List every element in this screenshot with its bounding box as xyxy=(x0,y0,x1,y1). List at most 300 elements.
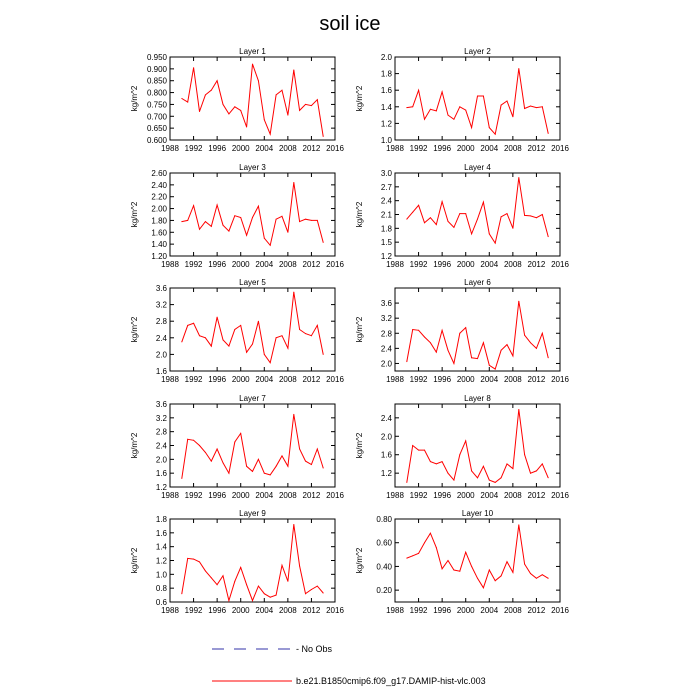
data-point xyxy=(199,335,200,336)
x-tick-label: 1988 xyxy=(161,260,179,269)
data-point xyxy=(507,344,508,345)
x-tick-label: 1992 xyxy=(184,260,203,269)
x-tick-label: 2004 xyxy=(480,606,499,615)
y-tick-label: 1.4 xyxy=(380,102,392,112)
chart-panel-10 xyxy=(355,509,569,615)
series-line xyxy=(182,292,323,363)
x-tick-label: 2008 xyxy=(278,491,297,500)
x-tick-label: 2004 xyxy=(255,375,274,384)
plot-frame xyxy=(395,404,560,487)
data-point xyxy=(205,94,206,95)
y-axis-label: kg/m^2 xyxy=(355,85,364,112)
x-tick-label: 2000 xyxy=(456,375,475,384)
y-tick-label: 1.80 xyxy=(151,216,167,226)
x-tick-label: 2000 xyxy=(456,491,475,500)
data-point xyxy=(234,581,235,582)
data-point xyxy=(299,566,300,567)
data-point xyxy=(406,482,407,483)
y-axis-label: kg/m^2 xyxy=(355,432,364,459)
y-tick-label: 2.00 xyxy=(151,204,167,214)
x-tick-label: 1996 xyxy=(208,375,227,384)
data-point xyxy=(424,542,425,543)
y-tick-label: 0.850 xyxy=(146,76,167,86)
y-tick-label: 1.8 xyxy=(380,69,392,79)
y-tick-label: 1.40 xyxy=(151,240,167,250)
x-tick-label: 2012 xyxy=(302,144,321,153)
data-point xyxy=(223,575,224,576)
data-point xyxy=(442,461,443,462)
y-axis-label: kg/m^2 xyxy=(130,316,139,343)
series-line xyxy=(407,69,548,135)
x-tick-label: 2008 xyxy=(503,260,522,269)
y-tick-label: 0.750 xyxy=(146,100,167,110)
data-point xyxy=(199,445,200,446)
y-axis-label: kg/m^2 xyxy=(130,547,139,574)
y-tick-label: 1.0 xyxy=(155,570,167,580)
data-point xyxy=(489,127,490,128)
data-point xyxy=(323,354,324,355)
data-point xyxy=(471,127,472,128)
x-tick-label: 1992 xyxy=(409,606,428,615)
data-point xyxy=(187,220,188,221)
y-tick-label: 3.6 xyxy=(155,284,167,293)
data-point xyxy=(530,215,531,216)
data-point xyxy=(293,414,294,415)
y-tick-label: 0.650 xyxy=(146,124,167,134)
data-point xyxy=(246,584,247,585)
y-tick-label: 3.6 xyxy=(155,400,167,409)
data-point xyxy=(240,325,241,326)
y-tick-label: 2.7 xyxy=(380,182,392,192)
data-point xyxy=(287,466,288,467)
data-point xyxy=(512,572,513,573)
x-tick-label: 2012 xyxy=(302,491,321,500)
y-tick-label: 3.0 xyxy=(380,169,392,178)
data-point xyxy=(430,342,431,343)
data-point xyxy=(264,354,265,355)
data-point xyxy=(193,323,194,324)
y-tick-label: 2.20 xyxy=(151,192,167,202)
y-tick-label: 0.60 xyxy=(376,538,392,548)
data-point xyxy=(448,115,449,116)
y-tick-label: 1.2 xyxy=(155,556,167,566)
data-point xyxy=(448,350,449,351)
data-point xyxy=(412,106,413,107)
data-point xyxy=(299,221,300,222)
data-point xyxy=(252,600,253,601)
data-point xyxy=(495,134,496,135)
data-point xyxy=(436,110,437,111)
plot-frame xyxy=(170,173,335,256)
x-tick-label: 1988 xyxy=(161,606,179,615)
data-point xyxy=(418,553,419,554)
data-point xyxy=(518,524,519,525)
data-point xyxy=(418,330,419,331)
x-tick-label: 1996 xyxy=(433,375,452,384)
data-point xyxy=(430,109,431,110)
y-tick-label: 1.6 xyxy=(155,528,167,538)
data-point xyxy=(228,600,229,601)
y-tick-label: 2.4 xyxy=(380,196,392,206)
data-point xyxy=(418,450,419,451)
plot-frame xyxy=(170,288,335,371)
data-point xyxy=(293,292,294,293)
x-tick-label: 2008 xyxy=(503,375,522,384)
x-tick-label: 1988 xyxy=(386,144,404,153)
data-point xyxy=(536,348,537,349)
data-point xyxy=(448,560,449,561)
data-point xyxy=(287,581,288,582)
data-point xyxy=(193,440,194,441)
data-point xyxy=(270,597,271,598)
data-point xyxy=(234,215,235,216)
data-point xyxy=(406,361,407,362)
data-point xyxy=(442,91,443,92)
data-point xyxy=(424,119,425,120)
y-tick-label: 2.4 xyxy=(380,344,392,354)
data-point xyxy=(287,115,288,116)
panel-title: Layer 2 xyxy=(464,47,491,56)
x-tick-label: 2000 xyxy=(456,260,475,269)
chart-panel-7 xyxy=(130,394,344,500)
data-point xyxy=(217,80,218,81)
panel-title: Layer 4 xyxy=(464,163,491,172)
x-tick-label: 2008 xyxy=(278,144,297,153)
data-point xyxy=(418,90,419,91)
x-tick-label: 1996 xyxy=(208,144,227,153)
data-point xyxy=(217,317,218,318)
x-tick-label: 2012 xyxy=(302,606,321,615)
x-tick-label: 1992 xyxy=(184,144,203,153)
series-line xyxy=(407,410,548,483)
y-tick-label: 1.20 xyxy=(151,252,167,261)
data-point xyxy=(536,578,537,579)
data-point xyxy=(276,94,277,95)
x-tick-label: 1996 xyxy=(433,144,452,153)
x-tick-label: 1992 xyxy=(409,491,428,500)
y-tick-label: 3.2 xyxy=(155,300,167,310)
data-point xyxy=(299,110,300,111)
data-point xyxy=(418,205,419,206)
x-tick-label: 2012 xyxy=(527,491,546,500)
data-point xyxy=(240,110,241,111)
data-point xyxy=(524,564,525,565)
data-point xyxy=(205,570,206,571)
data-point xyxy=(495,580,496,581)
x-tick-label: 2016 xyxy=(326,375,344,384)
data-point xyxy=(471,566,472,567)
data-point xyxy=(436,547,437,548)
data-point xyxy=(524,108,525,109)
data-point xyxy=(489,365,490,366)
series-line xyxy=(182,414,323,478)
data-point xyxy=(311,220,312,221)
data-point xyxy=(442,568,443,569)
data-point xyxy=(205,452,206,453)
data-point xyxy=(293,182,294,183)
chart-panel-2 xyxy=(355,47,569,153)
data-point xyxy=(264,119,265,120)
data-point xyxy=(211,90,212,91)
y-tick-label: 2.40 xyxy=(151,180,167,190)
panel-title: Layer 3 xyxy=(239,163,266,172)
data-point xyxy=(293,70,294,71)
data-point xyxy=(489,570,490,571)
data-point xyxy=(453,570,454,571)
data-point xyxy=(276,337,277,338)
data-point xyxy=(276,595,277,596)
chart-panel-3 xyxy=(130,163,344,269)
data-point xyxy=(258,206,259,207)
y-tick-label: 2.60 xyxy=(151,169,167,178)
data-point xyxy=(477,358,478,359)
series-line xyxy=(182,183,323,246)
data-point xyxy=(287,348,288,349)
data-point xyxy=(311,464,312,465)
data-point xyxy=(512,228,513,229)
y-tick-label: 1.2 xyxy=(380,252,392,261)
data-point xyxy=(299,449,300,450)
data-point xyxy=(199,561,200,562)
x-tick-label: 2016 xyxy=(326,606,344,615)
data-point xyxy=(264,238,265,239)
data-point xyxy=(459,571,460,572)
x-tick-label: 2008 xyxy=(278,260,297,269)
panels xyxy=(130,47,569,615)
data-point xyxy=(542,463,543,464)
y-tick-label: 2.0 xyxy=(155,455,167,465)
data-point xyxy=(323,593,324,594)
data-point xyxy=(270,474,271,475)
data-point xyxy=(305,104,306,105)
panel-title: Layer 9 xyxy=(239,509,266,518)
data-point xyxy=(542,333,543,334)
y-tick-label: 0.600 xyxy=(146,136,167,145)
data-point xyxy=(412,212,413,213)
data-point xyxy=(507,101,508,102)
series-line xyxy=(407,178,548,244)
y-tick-label: 2.4 xyxy=(155,333,167,343)
data-point xyxy=(465,552,466,553)
x-tick-label: 1992 xyxy=(409,375,428,384)
y-axis-label: kg/m^2 xyxy=(355,201,364,228)
plot-frame xyxy=(170,519,335,602)
data-point xyxy=(471,470,472,471)
data-point xyxy=(406,107,407,108)
data-point xyxy=(193,559,194,560)
y-tick-label: 2.0 xyxy=(380,432,392,442)
data-point xyxy=(430,217,431,218)
data-point xyxy=(187,439,188,440)
x-tick-label: 2012 xyxy=(527,260,546,269)
data-point xyxy=(424,222,425,223)
data-point xyxy=(489,233,490,234)
chart-panel-6 xyxy=(355,278,569,384)
data-point xyxy=(524,454,525,455)
data-point xyxy=(518,68,519,69)
data-point xyxy=(512,468,513,469)
data-point xyxy=(217,449,218,450)
y-tick-label: 1.2 xyxy=(155,483,167,492)
panel-title: Layer 5 xyxy=(239,278,266,287)
chart-panel-1 xyxy=(130,47,344,153)
data-point xyxy=(282,565,283,566)
data-point xyxy=(495,243,496,244)
data-point xyxy=(412,329,413,330)
x-tick-label: 1988 xyxy=(161,375,179,384)
chart-panel-9 xyxy=(130,509,344,615)
x-tick-label: 1992 xyxy=(184,491,203,500)
data-point xyxy=(246,466,247,467)
data-point xyxy=(495,482,496,483)
data-point xyxy=(465,213,466,214)
data-point xyxy=(234,329,235,330)
y-tick-label: 2.8 xyxy=(155,317,167,327)
chart-panel-4 xyxy=(355,163,569,269)
x-tick-label: 1992 xyxy=(409,260,428,269)
data-point xyxy=(240,433,241,434)
y-tick-label: 1.8 xyxy=(155,515,167,524)
chart-panel-5 xyxy=(130,278,344,384)
x-tick-label: 1996 xyxy=(433,491,452,500)
data-point xyxy=(465,110,466,111)
y-axis-label: kg/m^2 xyxy=(355,316,364,343)
data-point xyxy=(293,524,294,525)
data-point xyxy=(252,344,253,345)
data-point xyxy=(282,90,283,91)
data-point xyxy=(223,104,224,105)
data-point xyxy=(536,470,537,471)
y-tick-label: 1.0 xyxy=(380,136,392,145)
plot-frame xyxy=(395,519,560,602)
x-tick-label: 2008 xyxy=(503,491,522,500)
x-tick-label: 2016 xyxy=(326,491,344,500)
y-tick-label: 1.2 xyxy=(380,119,392,129)
model-legend-label: b.e21.B1850cmip6.f09_g17.DAMIP-hist-vlc.003 xyxy=(296,676,486,686)
data-point xyxy=(270,134,271,135)
data-point xyxy=(495,369,496,370)
data-point xyxy=(228,473,229,474)
x-tick-label: 2008 xyxy=(503,606,522,615)
data-point xyxy=(459,454,460,455)
data-point xyxy=(317,449,318,450)
data-point xyxy=(483,466,484,467)
x-tick-label: 2000 xyxy=(231,375,250,384)
data-point xyxy=(282,335,283,336)
chart-panel-8 xyxy=(355,394,569,500)
data-point xyxy=(311,105,312,106)
y-tick-label: 0.950 xyxy=(146,53,167,62)
x-tick-label: 2012 xyxy=(527,144,546,153)
x-tick-label: 2016 xyxy=(551,375,569,384)
figure-title: soil ice xyxy=(319,13,381,35)
x-tick-label: 1992 xyxy=(184,606,203,615)
data-point xyxy=(211,577,212,578)
data-point xyxy=(436,352,437,353)
data-point xyxy=(477,96,478,97)
y-tick-label: 0.700 xyxy=(146,112,167,122)
data-point xyxy=(459,333,460,334)
data-point xyxy=(228,231,229,232)
data-point xyxy=(270,362,271,363)
x-tick-label: 2008 xyxy=(278,606,297,615)
x-tick-label: 2008 xyxy=(503,144,522,153)
data-point xyxy=(287,232,288,233)
x-tick-label: 2000 xyxy=(456,606,475,615)
y-tick-label: 2.0 xyxy=(155,350,167,360)
y-tick-label: 1.6 xyxy=(380,86,392,96)
data-point xyxy=(430,461,431,462)
data-point xyxy=(234,442,235,443)
y-axis-label: kg/m^2 xyxy=(130,85,139,112)
x-tick-label: 2000 xyxy=(456,144,475,153)
data-point xyxy=(211,461,212,462)
x-tick-label: 2016 xyxy=(326,260,344,269)
x-tick-label: 2000 xyxy=(231,144,250,153)
x-tick-label: 1996 xyxy=(208,491,227,500)
data-point xyxy=(542,574,543,575)
data-point xyxy=(501,105,502,106)
x-tick-label: 1988 xyxy=(161,144,179,153)
data-point xyxy=(240,567,241,568)
x-tick-label: 2004 xyxy=(255,491,274,500)
x-tick-label: 1988 xyxy=(161,491,179,500)
data-point xyxy=(305,219,306,220)
y-tick-label: 0.800 xyxy=(146,88,167,98)
data-point xyxy=(264,473,265,474)
data-point xyxy=(483,342,484,343)
x-tick-label: 1992 xyxy=(184,375,203,384)
y-tick-label: 2.8 xyxy=(155,427,167,437)
data-point xyxy=(406,558,407,559)
data-point xyxy=(483,96,484,97)
data-point xyxy=(507,213,508,214)
no-obs-legend-label: - No Obs xyxy=(296,644,333,654)
y-tick-label: 2.4 xyxy=(380,413,392,423)
data-point xyxy=(305,593,306,594)
x-tick-label: 2012 xyxy=(302,260,321,269)
data-point xyxy=(477,219,478,220)
x-tick-label: 2004 xyxy=(255,144,274,153)
data-point xyxy=(477,477,478,478)
data-point xyxy=(193,205,194,206)
x-tick-label: 1992 xyxy=(409,144,428,153)
data-point xyxy=(483,587,484,588)
data-point xyxy=(459,106,460,107)
data-point xyxy=(518,301,519,302)
panel-title: Layer 1 xyxy=(239,47,266,56)
data-point xyxy=(252,471,253,472)
y-tick-label: 2.0 xyxy=(380,53,392,62)
data-point xyxy=(199,229,200,230)
y-axis-label: kg/m^2 xyxy=(355,547,364,574)
data-point xyxy=(217,205,218,206)
data-point xyxy=(181,98,182,99)
data-point xyxy=(187,325,188,326)
panel-title: Layer 8 xyxy=(464,394,491,403)
data-point xyxy=(477,578,478,579)
x-tick-label: 1988 xyxy=(386,375,404,384)
x-tick-label: 2016 xyxy=(551,144,569,153)
data-point xyxy=(548,236,549,237)
x-tick-label: 2000 xyxy=(231,606,250,615)
data-point xyxy=(246,127,247,128)
y-tick-label: 1.4 xyxy=(155,542,167,552)
data-point xyxy=(240,217,241,218)
data-point xyxy=(276,219,277,220)
data-point xyxy=(507,561,508,562)
data-point xyxy=(311,335,312,336)
